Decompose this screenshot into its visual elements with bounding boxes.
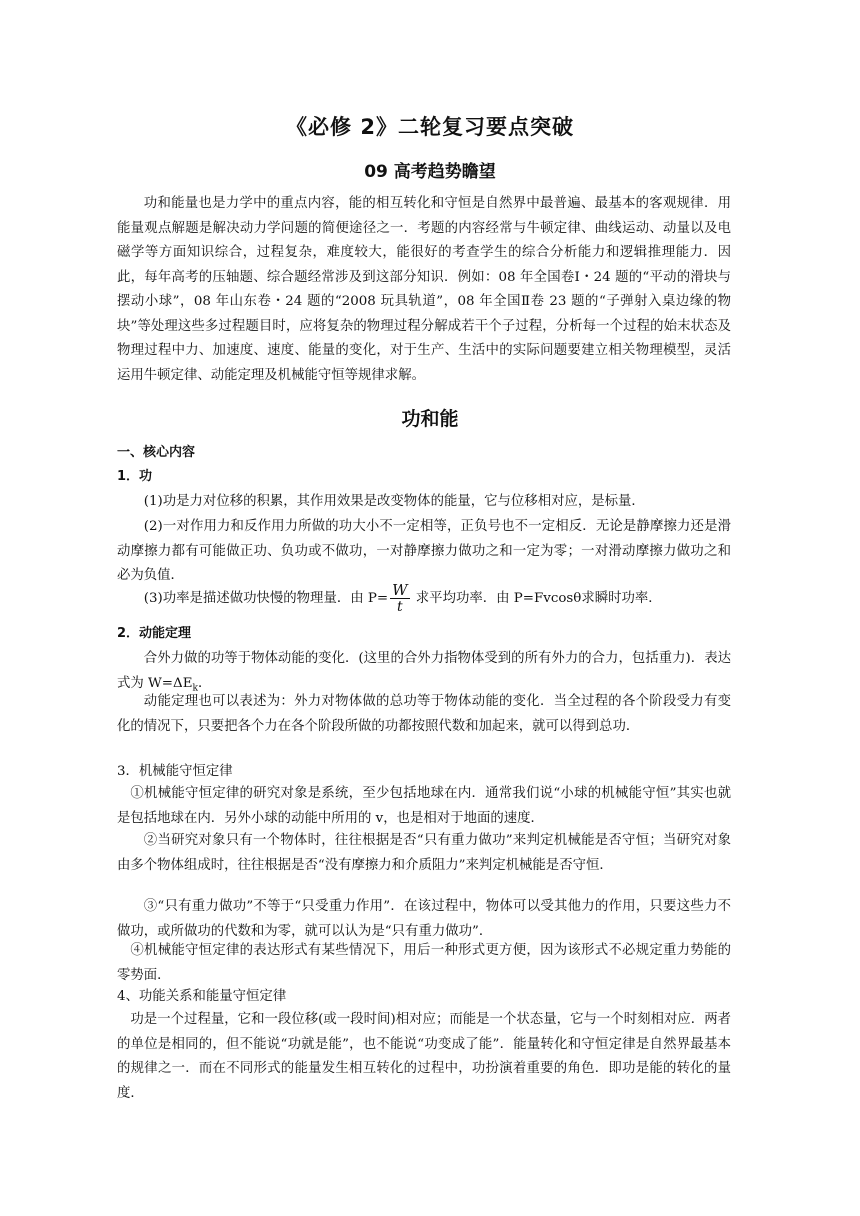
heading-kinetic-theorem: 2．动能定理 <box>117 626 192 641</box>
kinetic-point-2: 动能定理也可以表述为：外力对物体做的总功等于物体动能的变化．当全过程的各个阶段受力有变化的情况下，只要把各个力在各个阶段所做的功都按照代数和加起来，就可以得到总功． <box>117 694 731 734</box>
work-point-1: (1)功是力对位移的积累，其作用效果是改变物体的能量，它与位移相对应，是标量． <box>143 494 645 509</box>
power-fraction <box>390 582 409 615</box>
heading-energy-conservation: 3．机械能守恒定律 <box>117 764 233 779</box>
kinetic-text-b: ． <box>197 675 212 691</box>
power-text-b: 求平均功率．由 P=Fvcosθ求瞬时功率． <box>411 591 662 606</box>
energy-point-3: ③“只有重力做功”不等于“只受重力作用”．在该过程中，物体可以受其他力的作用，只要这些力不做功，或所做功的代数和为零，就可以认为是“只有重力做功”． <box>117 899 731 939</box>
fraction-denominator: t <box>397 599 403 615</box>
heading-work: 1．功 <box>117 469 153 484</box>
document-title: 《必修 2》二轮复习要点突破 <box>286 115 574 139</box>
work-point-3 <box>117 582 731 615</box>
energy-point-1: ①机械能守恒定律的研究对象是系统，至少包括地球在内．通常我们说“小球的机械能守恒”其实也就是包括地球在内．另外小球的动能中所用的 v，也是相对于地面的速度． <box>117 786 731 826</box>
energy-point-4: ④机械能守恒定律的表达形式有某些情况下，用后一种形式更方便，因为该形式不必规定重力势能的零势面． <box>117 943 731 983</box>
document-subtitle: 09 高考趋势瞻望 <box>364 162 496 182</box>
section-title: 功和能 <box>401 408 459 430</box>
kinetic-text-a: 合外力做的功等于物体动能的变化．(这里的合外力指物体受到的所有外力的合力，包括重力)．表达式为 W=ΔE <box>117 651 731 691</box>
fraction-numerator: W <box>392 581 408 599</box>
kinetic-subscript: k <box>192 683 198 694</box>
relation-paragraph: 功是一个过程量，它和一段位移(或一段时间)相对应；而能是一个状态量，它与一个时刻相对应．两者的单位是相同的，但不能说“功就是能”，也不能说“功变成了能”．能量转化和守恒定律是自然界最基本的规律之一．而在不同形式的能量发生相互转化的过程中，功扮演着重要的角色．即功是能的转化的量度． <box>117 1012 731 1101</box>
intro-paragraph: 功和能量也是力学中的重点内容，能的相互转化和守恒是自然界中最普遍、最基本的客观规律．用能量观点解题是解决动力学问题的简便途径之一．考题的内容经常与牛顿定律、曲线运动、动量以及电磁学等方面知识综合，过程复杂，难度较大，能很好的考查学生的综合分析能力和逻辑推理能力．因此，每年高考的压轴题、综合题经常涉及到这部分知识．例如：08 年全国卷Ⅰ・24 题的“平动的滑块与摆动小球”，08 年山东卷・24 题的“2008 玩具轨道”，08 年全国Ⅱ卷 23 题的“子弹射入桌边缘的物块”等处理这些多过程题目时，应将复杂的物理过程分解成若干个子过程，分析每一个过程的始末状态及物理过程中力、加速度、速度、能量的变化，对于生产、生活中的实际问题要建立相关物理模型，灵活运用牛顿定律、动能定理及机械能守恒等规律求解。 <box>117 196 731 383</box>
heading-work-energy-relation: 4、功能关系和能量守恒定律 <box>117 989 287 1004</box>
power-text-a: (3)功率是描述做功快慢的物理量．由 P= <box>143 591 389 606</box>
work-point-2: (2)一对作用力和反作用力所做的功大小不一定相等，正负号也不一定相反．无论是静摩擦力还是滑动摩擦力都有可能做正功、负功或不做功，一对静摩擦力做功之和一定为零；一对滑动摩擦力做功之和必为负值． <box>117 519 731 583</box>
energy-point-2: ②当研究对象只有一个物体时，往往根据是否“只有重力做功”来判定机械能是否守恒；当研究对象由多个物体组成时，往往根据是否“没有摩擦力和介质阻力”来判定机械能是否守恒． <box>117 833 731 873</box>
part-heading-core: 一、核心内容 <box>117 445 196 460</box>
